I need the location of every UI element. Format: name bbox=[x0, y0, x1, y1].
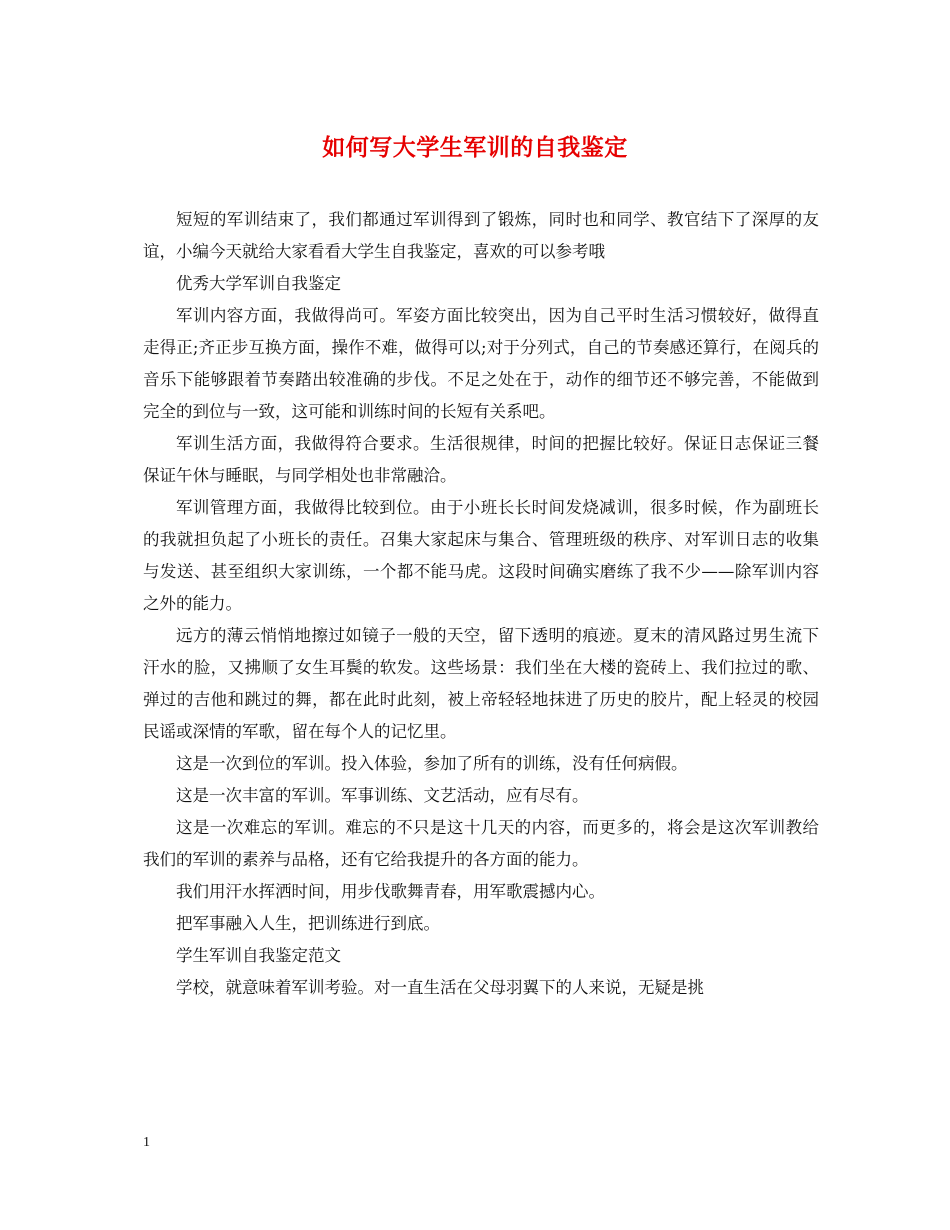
document-body bbox=[143, 204, 819, 1004]
paragraph-school: 学校，就意味着军训考验。对一直生活在父母羽翼下的人来说，无疑是挑 bbox=[176, 978, 704, 997]
section-heading-excellent: 优秀大学军训自我鉴定 bbox=[176, 274, 341, 293]
paragraph-sweat: 我们用汗水挥洒时间，用步伐歌舞青春，用军歌震撼内心。 bbox=[176, 882, 605, 901]
page-number: 1 bbox=[143, 1135, 150, 1150]
paragraph-training-life: 军训生活方面，我做得符合要求。生活很规律，时间的把握比较好。保证日志保证三餐保证午休与睡眠，与同学相处也非常融洽。 bbox=[143, 434, 819, 485]
paragraph-training-management: 军训管理方面，我做得比较到位。由于小班长长时间发烧减训，很多时候，作为副班长的我就担负起了小班长的责任。召集大家起床与集合、管理班级的秩序、对军训日志的收集与发送、甚至组织大家训练，一个都不能马虎。这段时间确实磨练了我不少——除军训内容之外的能力。 bbox=[143, 498, 819, 613]
section-heading-sample: 学生军训自我鉴定范文 bbox=[176, 946, 341, 965]
paragraph-rich: 这是一次丰富的军训。军事训练、文艺活动，应有尽有。 bbox=[176, 786, 589, 805]
paragraph-training-content: 军训内容方面，我做得尚可。军姿方面比较突出，因为自己平时生活习惯较好，做得直走得正;齐正步互换方面，操作不难，做得可以;对于分列式，自己的节奏感还算行，在阅兵的音乐下能够跟着节奏踏出较准确的步伐。不足之处在于，动作的细节还不够完善，不能做到完全的到位与一致，这可能和训练时间的长短有关系吧。 bbox=[143, 306, 819, 421]
paragraph-thorough: 这是一次到位的军训。投入体验，参加了所有的训练，没有任何病假。 bbox=[176, 754, 688, 773]
paragraph-scenery: 远方的薄云悄悄地擦过如镜子一般的天空，留下透明的痕迹。夏末的清风路过男生流下汗水的脸，又拂顺了女生耳鬓的软发。这些场景：我们坐在大楼的瓷砖上、我们拉过的歌、弹过的吉他和跳过的舞，都在此时此刻，被上帝轻轻地抹进了历史的胶片，配上轻灵的校园民谣或深情的军歌，留在每个人的记忆里。 bbox=[143, 626, 819, 741]
paragraph-intro: 短短的军训结束了，我们都通过军训得到了锻炼，同时也和同学、教官结下了深厚的友谊，小编今天就给大家看看大学生自我鉴定，喜欢的可以参考哦 bbox=[143, 210, 819, 261]
paragraph-motto: 把军事融入人生，把训练进行到底。 bbox=[176, 914, 440, 933]
document-title: 如何写大学生军训的自我鉴定 bbox=[322, 134, 628, 161]
paragraph-unforgettable: 这是一次难忘的军训。难忘的不只是这十几天的内容，而更多的，将会是这次军训教给我们的军训的素养与品格，还有它给我提升的各方面的能力。 bbox=[143, 818, 819, 869]
